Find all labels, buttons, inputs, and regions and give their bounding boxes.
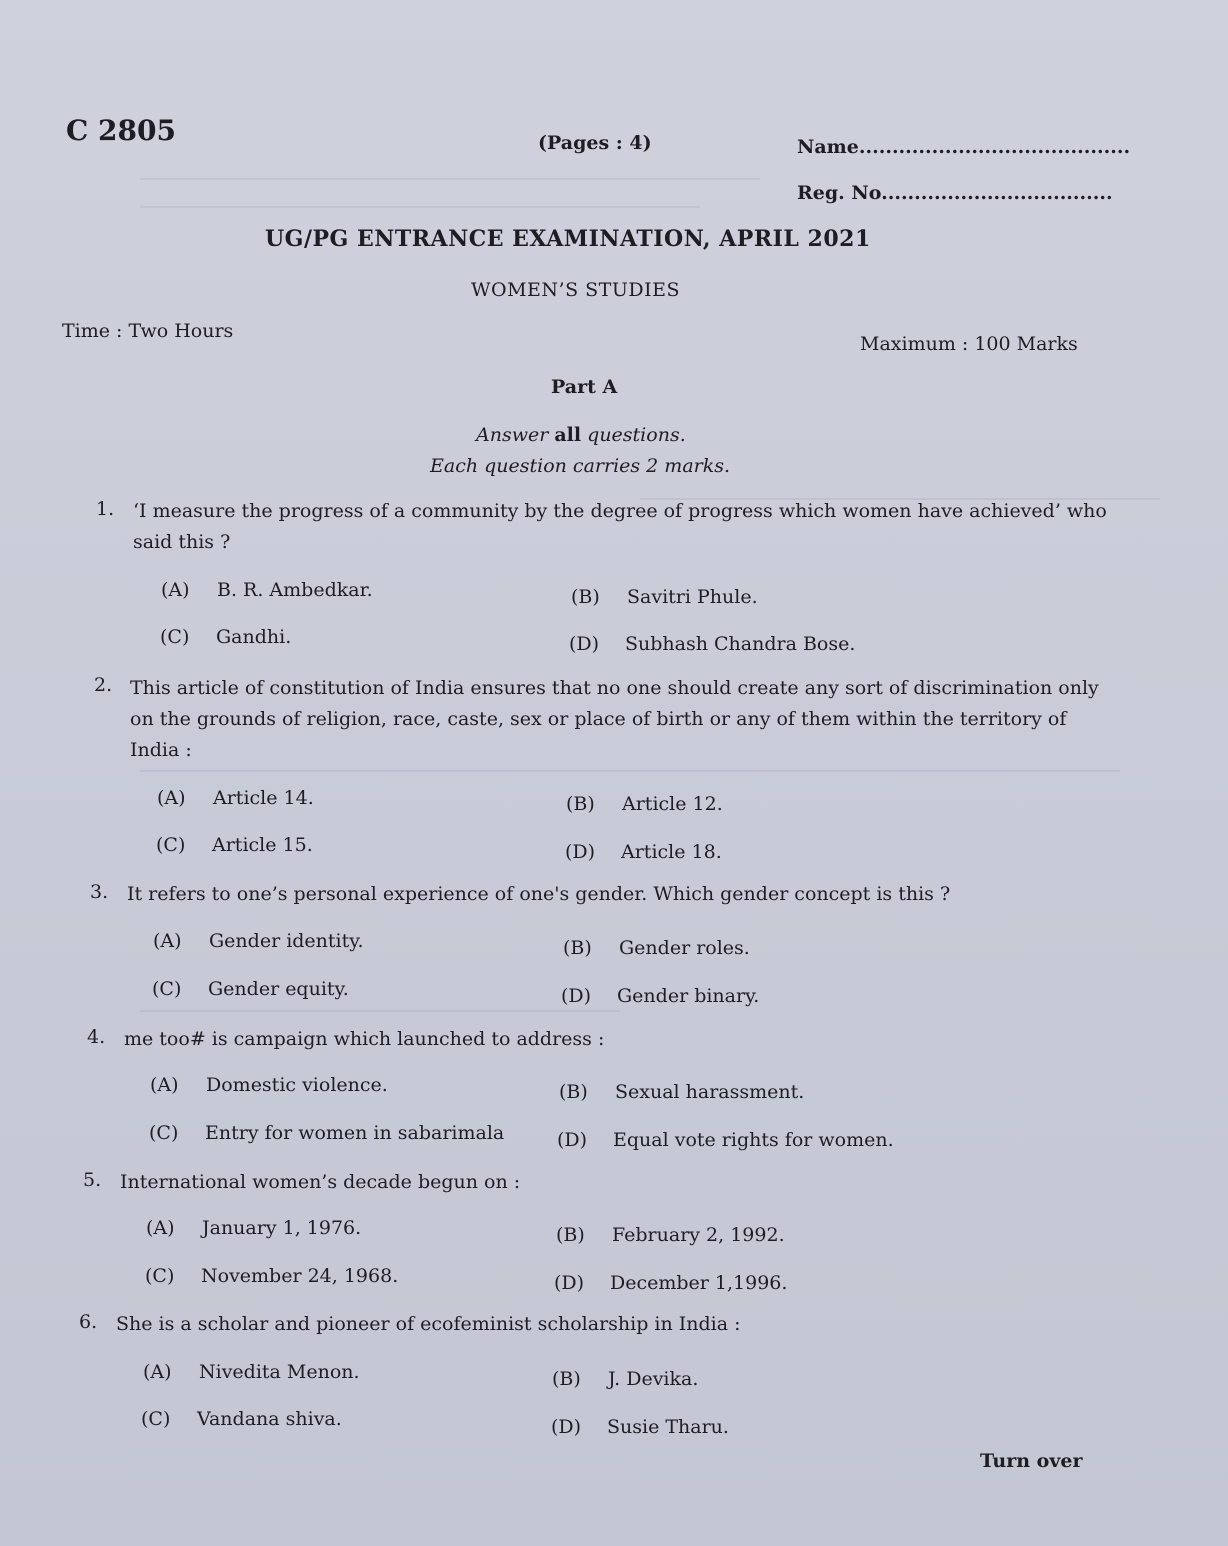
- option-b: [563, 937, 750, 959]
- option-label: (B): [559, 1081, 588, 1103]
- option-d: [551, 1416, 729, 1438]
- option-a: [150, 1074, 388, 1096]
- bleed-through-line: [140, 1010, 620, 1012]
- option-d: [554, 1272, 787, 1294]
- option-text: Equal vote rights for women.: [613, 1129, 894, 1151]
- instruction-text: questions.: [587, 424, 686, 446]
- option-label: (A): [157, 787, 186, 809]
- reg-no-field-label: Reg. No...................................: [797, 182, 1113, 204]
- question-number: 6.: [79, 1311, 98, 1333]
- instruction-marks: Each question carries 2 marks.: [430, 455, 731, 477]
- option-label: (A): [153, 930, 182, 952]
- option-b: [571, 586, 758, 608]
- time-allowed: Time : Two Hours: [62, 320, 234, 342]
- option-label: (B): [556, 1224, 585, 1246]
- option-b: [559, 1081, 804, 1103]
- option-label: (D): [554, 1272, 585, 1294]
- option-label: (D): [561, 985, 592, 1007]
- question-number: 3.: [90, 881, 109, 903]
- option-d: [561, 985, 759, 1007]
- option-c: [156, 834, 313, 856]
- option-label: (A): [143, 1361, 172, 1383]
- instruction-text: Answer: [476, 424, 549, 446]
- option-label: (B): [552, 1368, 581, 1390]
- instruction-emphasis: all: [554, 424, 582, 446]
- question-text: me too# is campaign which launched to address :: [124, 1028, 605, 1050]
- question-text: International women’s decade begun on :: [120, 1171, 521, 1193]
- option-label: (D): [551, 1416, 582, 1438]
- option-c: [152, 978, 349, 1000]
- option-label: (D): [565, 841, 596, 863]
- option-d: [569, 633, 855, 655]
- option-text: Gender identity.: [209, 930, 364, 952]
- option-text: Nivedita Menon.: [199, 1361, 360, 1383]
- option-text: December 1,1996.: [610, 1272, 788, 1294]
- option-text: Entry for women in sabarimala: [205, 1122, 505, 1144]
- option-label: (C): [145, 1265, 175, 1287]
- bleed-through-line: [140, 206, 700, 208]
- option-text: February 2, 1992.: [612, 1224, 785, 1246]
- question-number: 5.: [83, 1169, 102, 1191]
- option-label: (B): [566, 793, 595, 815]
- option-text: Article 14.: [213, 787, 314, 809]
- option-label: (B): [571, 586, 600, 608]
- option-text: Article 12.: [622, 793, 723, 815]
- option-label: (C): [152, 978, 182, 1000]
- page-count: (Pages : 4): [538, 132, 652, 154]
- option-a: [161, 579, 373, 601]
- option-text: Gandhi.: [216, 626, 292, 648]
- option-text: Subhash Chandra Bose.: [625, 633, 856, 655]
- option-text: Article 18.: [621, 841, 722, 863]
- question-text: It refers to one’s personal experience of one's gender. Which gender concept is this ?: [127, 883, 951, 905]
- subject-title: WOMEN’S STUDIES: [471, 279, 680, 301]
- option-label: (A): [161, 579, 190, 601]
- option-c: [149, 1122, 504, 1144]
- question-number: 2.: [94, 674, 113, 696]
- option-b: [566, 793, 723, 815]
- option-label: (A): [146, 1217, 175, 1239]
- option-text: Gender equity.: [208, 978, 349, 1000]
- question-number: 4.: [87, 1026, 106, 1048]
- option-b: [556, 1224, 785, 1246]
- option-d: [557, 1129, 894, 1151]
- option-text: Article 15.: [212, 834, 313, 856]
- option-text: J. Devika.: [608, 1368, 699, 1390]
- option-label: (D): [557, 1129, 588, 1151]
- bleed-through-line: [140, 770, 1120, 772]
- question-text: She is a scholar and pioneer of ecofeminist scholarship in India :: [116, 1313, 741, 1335]
- option-label: (C): [156, 834, 186, 856]
- option-d: [565, 841, 722, 863]
- option-text: Domestic violence.: [206, 1074, 388, 1096]
- option-label: (D): [569, 633, 600, 655]
- option-text: Savitri Phule.: [627, 586, 758, 608]
- option-a: [157, 787, 314, 809]
- option-a: [143, 1361, 360, 1383]
- option-text: Sexual harassment.: [615, 1081, 805, 1103]
- instruction-answer-all: [476, 424, 686, 446]
- option-text: B. R. Ambedkar.: [217, 579, 373, 601]
- part-heading: Part A: [551, 376, 618, 398]
- question-text: ‘I measure the progress of a community by the degree of progress which women have achieved’ who said this ?: [133, 500, 1107, 553]
- paper-code: C 2805: [66, 114, 176, 147]
- option-label: (C): [160, 626, 190, 648]
- option-c: [141, 1408, 342, 1430]
- option-text: November 24, 1968.: [201, 1265, 399, 1287]
- option-b: [552, 1368, 698, 1390]
- question-number: 1.: [96, 498, 115, 520]
- option-label: (C): [141, 1408, 171, 1430]
- exam-title: UG/PG ENTRANCE EXAMINATION, APRIL 2021: [265, 226, 871, 252]
- option-text: Susie Tharu.: [607, 1416, 729, 1438]
- option-c: [145, 1265, 398, 1287]
- option-text: Gender binary.: [617, 985, 760, 1007]
- option-label: (B): [563, 937, 592, 959]
- option-label: (C): [149, 1122, 179, 1144]
- option-a: [153, 930, 364, 952]
- maximum-marks: Maximum : 100 Marks: [860, 333, 1078, 355]
- option-text: Gender roles.: [619, 937, 750, 959]
- option-text: January 1, 1976.: [202, 1217, 362, 1239]
- turn-over-note: Turn over: [980, 1450, 1083, 1472]
- question-text: This article of constitution of India ensures that no one should create any sort of discrimination only on the grounds of religion, race, caste, sex or place of birth or any of them within the territory of India :: [130, 677, 1099, 761]
- bleed-through-line: [140, 178, 760, 180]
- option-c: [160, 626, 291, 648]
- option-text: Vandana shiva.: [197, 1408, 342, 1430]
- name-field-label: Name.........................................: [797, 136, 1131, 158]
- option-a: [146, 1217, 361, 1239]
- option-label: (A): [150, 1074, 179, 1096]
